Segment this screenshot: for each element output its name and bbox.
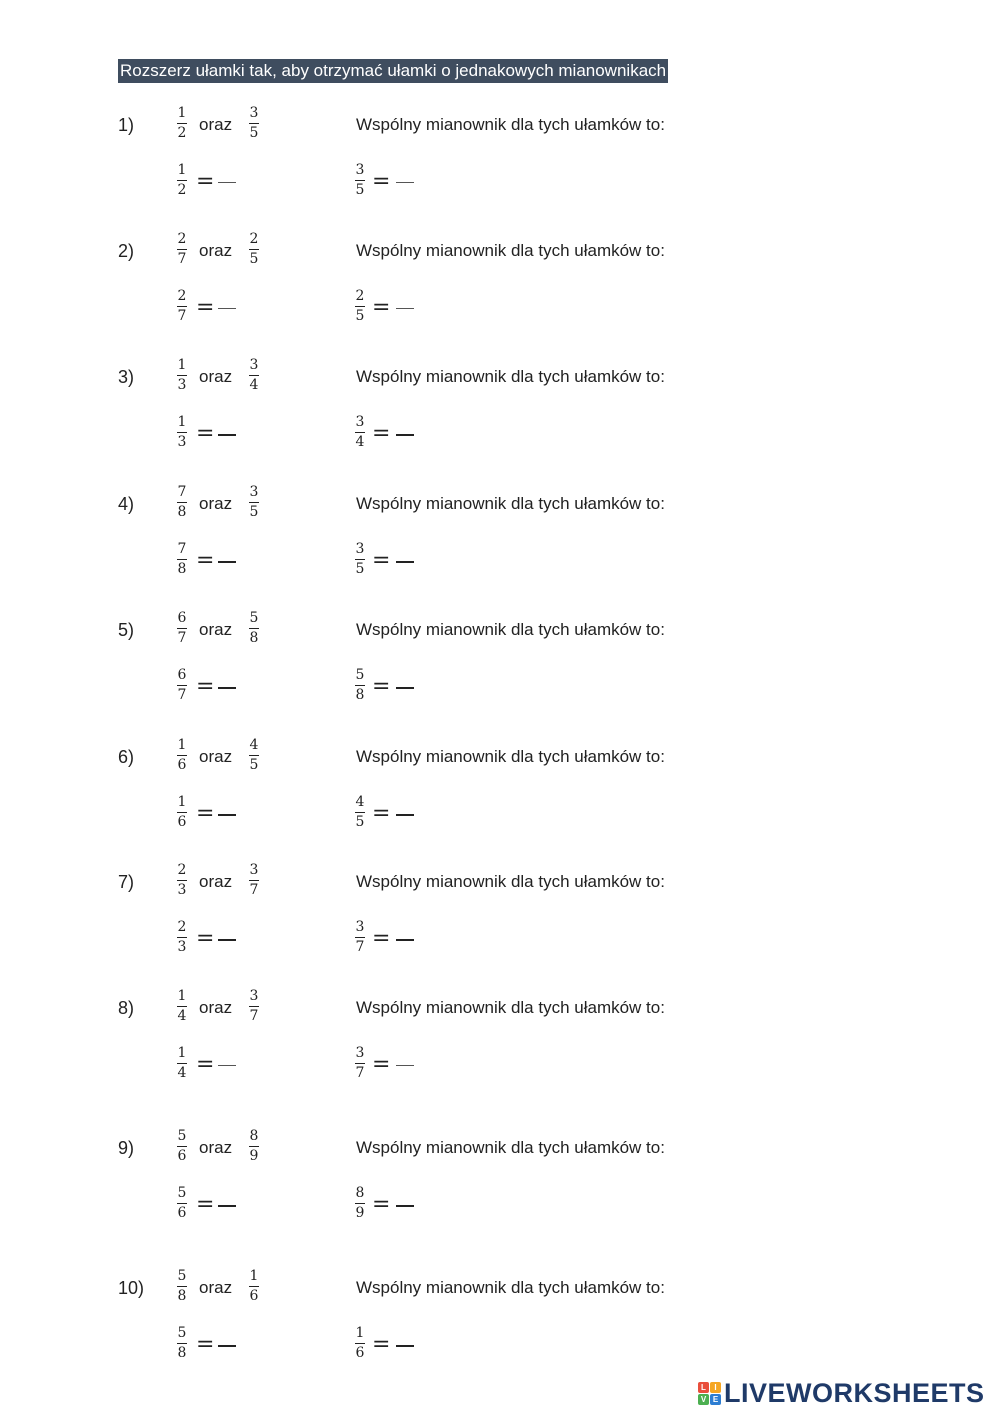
answer-blank-b[interactable] [396, 182, 414, 183]
expand-fraction-b-denominator: 9 [355, 1205, 365, 1221]
answer-blank-b[interactable] [396, 1205, 414, 1207]
logo-tile-4: E [710, 1394, 721, 1405]
expand-fraction-a-bar [177, 1063, 187, 1064]
expand-fraction-b [355, 1325, 365, 1362]
fraction-b-denominator: 5 [249, 125, 259, 141]
fraction-b-bar [249, 880, 259, 881]
conjunction-oraz: oraz [199, 747, 233, 766]
fraction-a [177, 484, 187, 521]
fraction-a [177, 862, 187, 899]
equals-sign: = [372, 674, 391, 699]
fraction-b-denominator: 8 [249, 630, 259, 646]
logo-brand-text: LIVEWORKSHEETS [724, 1378, 985, 1408]
problem-number: 5) [118, 620, 135, 640]
common-denominator-prompt: Wspólny mianownik dla tych ułamków to: [356, 1278, 665, 1297]
fraction-b [249, 357, 259, 394]
expand-fraction-a-bar [177, 432, 187, 433]
expand-fraction-b-numerator: 4 [355, 794, 365, 810]
problem-item [0, 105, 1000, 215]
conjunction-oraz: oraz [199, 1278, 233, 1297]
expand-fraction-b-denominator: 7 [355, 939, 365, 955]
fraction-b-denominator: 9 [249, 1148, 259, 1164]
fraction-a-bar [177, 880, 187, 881]
expand-fraction-a-numerator: 5 [177, 1325, 187, 1341]
expand-fraction-b [355, 1045, 365, 1082]
expand-fraction-b [355, 919, 365, 956]
fraction-b [249, 988, 259, 1025]
logo-tile-3: V [698, 1394, 709, 1405]
problem-item [0, 484, 1000, 594]
expand-fraction-b-bar [355, 432, 365, 433]
fraction-a [177, 988, 187, 1025]
fraction-a-denominator: 8 [177, 504, 187, 520]
fraction-b-bar [249, 1286, 259, 1287]
expand-fraction-b-denominator: 5 [355, 561, 365, 577]
fraction-a-numerator: 5 [177, 1128, 187, 1144]
common-denominator-prompt: Wspólny mianownik dla tych ułamków to: [356, 620, 665, 639]
expand-fraction-b [355, 794, 365, 831]
equals-sign: = [372, 926, 391, 951]
expand-fraction-a-numerator: 1 [177, 162, 187, 178]
equals-sign: = [372, 1052, 391, 1077]
common-denominator-prompt: Wspólny mianownik dla tych ułamków to: [356, 1138, 665, 1157]
expand-fraction-b-bar [355, 685, 365, 686]
expand-fraction-b-bar [355, 1203, 365, 1204]
expand-fraction-a-denominator: 4 [177, 1065, 187, 1081]
expand-fraction-a-denominator: 6 [177, 814, 187, 830]
answer-blank-b[interactable] [396, 561, 414, 563]
expand-fraction-b-denominator: 4 [355, 434, 365, 450]
equals-sign: = [196, 169, 215, 194]
fraction-b [249, 737, 259, 774]
fraction-a-numerator: 2 [177, 862, 187, 878]
expand-fraction-b-denominator: 8 [355, 687, 365, 703]
fraction-b-numerator: 1 [249, 1268, 259, 1284]
expand-fraction-a-numerator: 2 [177, 919, 187, 935]
expand-fraction-a-bar [177, 685, 187, 686]
fraction-b [249, 1128, 259, 1165]
conjunction-oraz: oraz [199, 367, 233, 386]
problem-number: 10) [118, 1278, 145, 1298]
common-denominator-prompt: Wspólny mianownik dla tych ułamków to: [356, 115, 665, 134]
fraction-b-numerator: 4 [249, 737, 259, 753]
fraction-b-denominator: 4 [249, 377, 259, 393]
fraction-a [177, 357, 187, 394]
fraction-a-bar [177, 755, 187, 756]
fraction-a-denominator: 4 [177, 1008, 187, 1024]
equals-sign: = [196, 801, 215, 826]
conjunction-oraz: oraz [199, 115, 233, 134]
answer-blank-b[interactable] [396, 939, 414, 941]
expand-fraction-a-denominator: 8 [177, 1345, 187, 1361]
expand-fraction-a-bar [177, 180, 187, 181]
equals-sign: = [372, 1192, 391, 1217]
fraction-a-numerator: 6 [177, 610, 187, 626]
expand-fraction-a-numerator: 1 [177, 414, 187, 430]
expand-fraction-b-numerator: 3 [355, 162, 365, 178]
expand-fraction-a-numerator: 6 [177, 667, 187, 683]
fraction-a-denominator: 3 [177, 882, 187, 898]
fraction-b-denominator: 5 [249, 504, 259, 520]
fraction-b-denominator: 5 [249, 757, 259, 773]
expand-fraction-b-denominator: 5 [355, 182, 365, 198]
fraction-a-denominator: 6 [177, 757, 187, 773]
expand-fraction-b [355, 541, 365, 578]
fraction-a [177, 105, 187, 142]
equals-sign: = [372, 548, 391, 573]
problem-number: 3) [118, 367, 135, 387]
fraction-b-bar [249, 123, 259, 124]
fraction-a-numerator: 2 [177, 231, 187, 247]
expand-fraction-a [177, 1185, 187, 1222]
fraction-a [177, 231, 187, 268]
fraction-a-denominator: 7 [177, 630, 187, 646]
expand-fraction-a-bar [177, 812, 187, 813]
problem-item [0, 862, 1000, 972]
fraction-b-denominator: 6 [249, 1288, 259, 1304]
problem-number: 6) [118, 747, 135, 767]
fraction-a-numerator: 1 [177, 357, 187, 373]
expand-fraction-b [355, 162, 365, 199]
expand-fraction-a-bar [177, 1203, 187, 1204]
expand-fraction-b-bar [355, 1063, 365, 1064]
expand-fraction-a-denominator: 8 [177, 561, 187, 577]
expand-fraction-a-bar [177, 559, 187, 560]
expand-fraction-b-bar [355, 559, 365, 560]
fraction-a-bar [177, 502, 187, 503]
fraction-b-bar [249, 502, 259, 503]
answer-blank-a[interactable] [218, 434, 236, 436]
fraction-a [177, 1268, 187, 1305]
expand-fraction-a [177, 794, 187, 831]
equals-sign: = [196, 674, 215, 699]
answer-blank-b[interactable] [396, 308, 414, 309]
problem-number: 4) [118, 494, 135, 514]
expand-fraction-a-denominator: 7 [177, 308, 187, 324]
expand-fraction-a [177, 667, 187, 704]
conjunction-oraz: oraz [199, 998, 233, 1017]
fraction-a [177, 610, 187, 647]
expand-fraction-b-bar [355, 812, 365, 813]
fraction-a-numerator: 1 [177, 737, 187, 753]
expand-fraction-b [355, 667, 365, 704]
expand-fraction-b-numerator: 3 [355, 414, 365, 430]
answer-blank-a[interactable] [218, 1345, 236, 1347]
problem-number: 9) [118, 1138, 135, 1158]
fraction-a-denominator: 6 [177, 1148, 187, 1164]
expand-fraction-a [177, 1325, 187, 1362]
expand-fraction-a-numerator: 2 [177, 288, 187, 304]
fraction-a-bar [177, 628, 187, 629]
fraction-a [177, 1128, 187, 1165]
equals-sign: = [196, 926, 215, 951]
problem-number: 2) [118, 241, 135, 261]
fraction-b [249, 231, 259, 268]
equals-sign: = [372, 169, 391, 194]
expand-fraction-b [355, 414, 365, 451]
logo-tile-1: L [698, 1382, 709, 1393]
expand-fraction-a [177, 162, 187, 199]
expand-fraction-b-denominator: 5 [355, 814, 365, 830]
problem-number: 7) [118, 872, 135, 892]
expand-fraction-b-numerator: 2 [355, 288, 365, 304]
liveworksheets-logo-icon [698, 1382, 721, 1405]
liveworksheets-logo [698, 1378, 985, 1409]
expand-fraction-a [177, 414, 187, 451]
equals-sign: = [372, 1332, 391, 1357]
answer-blank-b[interactable] [396, 1065, 414, 1066]
answer-blank-b[interactable] [396, 434, 414, 436]
common-denominator-prompt: Wspólny mianownik dla tych ułamków to: [356, 747, 665, 766]
fraction-a-numerator: 7 [177, 484, 187, 500]
answer-blank-a[interactable] [218, 1065, 236, 1066]
expand-fraction-a-numerator: 1 [177, 794, 187, 810]
conjunction-oraz: oraz [199, 494, 233, 513]
expand-fraction-b-denominator: 7 [355, 1065, 365, 1081]
fraction-b [249, 1268, 259, 1305]
conjunction-oraz: oraz [199, 620, 233, 639]
problem-item [0, 988, 1000, 1098]
fraction-b-numerator: 2 [249, 231, 259, 247]
fraction-a-bar [177, 375, 187, 376]
expand-fraction-b-denominator: 5 [355, 308, 365, 324]
answer-blank-a[interactable] [218, 687, 236, 689]
equals-sign: = [196, 1192, 215, 1217]
expand-fraction-b-bar [355, 1343, 365, 1344]
expand-fraction-a-denominator: 6 [177, 1205, 187, 1221]
equals-sign: = [196, 421, 215, 446]
fraction-b-bar [249, 375, 259, 376]
expand-fraction-b-numerator: 5 [355, 667, 365, 683]
fraction-a-bar [177, 1006, 187, 1007]
expand-fraction-b-numerator: 8 [355, 1185, 365, 1201]
fraction-a [177, 737, 187, 774]
expand-fraction-a-bar [177, 937, 187, 938]
fraction-b [249, 484, 259, 521]
worksheet-title: Rozszerz ułamki tak, aby otrzymać ułamki o jednakowych mianownikach [118, 59, 668, 83]
answer-blank-b[interactable] [396, 1345, 414, 1347]
expand-fraction-a-denominator: 3 [177, 939, 187, 955]
common-denominator-prompt: Wspólny mianownik dla tych ułamków to: [356, 367, 665, 386]
expand-fraction-a [177, 541, 187, 578]
answer-blank-b[interactable] [396, 814, 414, 816]
fraction-a-denominator: 3 [177, 377, 187, 393]
expand-fraction-a-bar [177, 306, 187, 307]
fraction-a-numerator: 5 [177, 1268, 187, 1284]
expand-fraction-b [355, 1185, 365, 1222]
equals-sign: = [372, 295, 391, 320]
problem-item [0, 737, 1000, 847]
fraction-a-bar [177, 1286, 187, 1287]
expand-fraction-b-numerator: 3 [355, 541, 365, 557]
expand-fraction-b-numerator: 3 [355, 1045, 365, 1061]
equals-sign: = [196, 295, 215, 320]
common-denominator-prompt: Wspólny mianownik dla tych ułamków to: [356, 872, 665, 891]
expand-fraction-a-denominator: 2 [177, 182, 187, 198]
answer-blank-a[interactable] [218, 182, 236, 183]
fraction-a-denominator: 8 [177, 1288, 187, 1304]
expand-fraction-a-numerator: 1 [177, 1045, 187, 1061]
answer-blank-b[interactable] [396, 687, 414, 689]
expand-fraction-a-bar [177, 1343, 187, 1344]
expand-fraction-a [177, 919, 187, 956]
fraction-b-numerator: 3 [249, 484, 259, 500]
fraction-b-numerator: 3 [249, 105, 259, 121]
fraction-a-numerator: 1 [177, 988, 187, 1004]
answer-blank-a[interactable] [218, 1205, 236, 1207]
fraction-b [249, 610, 259, 647]
equals-sign: = [196, 548, 215, 573]
fraction-a-numerator: 1 [177, 105, 187, 121]
fraction-b-numerator: 3 [249, 357, 259, 373]
fraction-b-numerator: 3 [249, 988, 259, 1004]
equals-sign: = [196, 1052, 215, 1077]
conjunction-oraz: oraz [199, 872, 233, 891]
problem-item [0, 357, 1000, 467]
expand-fraction-a [177, 288, 187, 325]
common-denominator-prompt: Wspólny mianownik dla tych ułamków to: [356, 241, 665, 260]
fraction-b [249, 862, 259, 899]
expand-fraction-b-denominator: 6 [355, 1345, 365, 1361]
equals-sign: = [196, 1332, 215, 1357]
fraction-b-numerator: 3 [249, 862, 259, 878]
problem-item [0, 1128, 1000, 1238]
problem-number: 8) [118, 998, 135, 1018]
problem-item [0, 610, 1000, 720]
fraction-b-bar [249, 1006, 259, 1007]
fraction-b [249, 105, 259, 142]
fraction-b-denominator: 7 [249, 882, 259, 898]
expand-fraction-b-bar [355, 180, 365, 181]
equals-sign: = [372, 421, 391, 446]
answer-blank-a[interactable] [218, 814, 236, 816]
equals-sign: = [372, 801, 391, 826]
logo-tile-2: I [710, 1382, 721, 1393]
expand-fraction-a-numerator: 5 [177, 1185, 187, 1201]
expand-fraction-a-numerator: 7 [177, 541, 187, 557]
fraction-b-bar [249, 249, 259, 250]
fraction-b-bar [249, 628, 259, 629]
expand-fraction-b-numerator: 1 [355, 1325, 365, 1341]
expand-fraction-b-bar [355, 306, 365, 307]
conjunction-oraz: oraz [199, 241, 233, 260]
expand-fraction-b-bar [355, 937, 365, 938]
fraction-a-bar [177, 123, 187, 124]
fraction-b-bar [249, 755, 259, 756]
fraction-b-denominator: 5 [249, 251, 259, 267]
fraction-b-numerator: 8 [249, 1128, 259, 1144]
fraction-a-denominator: 2 [177, 125, 187, 141]
fraction-b-bar [249, 1146, 259, 1147]
fraction-a-denominator: 7 [177, 251, 187, 267]
answer-blank-a[interactable] [218, 308, 236, 309]
fraction-b-numerator: 5 [249, 610, 259, 626]
fraction-a-bar [177, 249, 187, 250]
expand-fraction-b-numerator: 3 [355, 919, 365, 935]
problem-item [0, 1268, 1000, 1378]
answer-blank-a[interactable] [218, 561, 236, 563]
conjunction-oraz: oraz [199, 1138, 233, 1157]
problem-number: 1) [118, 115, 135, 135]
common-denominator-prompt: Wspólny mianownik dla tych ułamków to: [356, 998, 665, 1017]
expand-fraction-a-denominator: 3 [177, 434, 187, 450]
problem-item [0, 231, 1000, 341]
common-denominator-prompt: Wspólny mianownik dla tych ułamków to: [356, 494, 665, 513]
expand-fraction-b [355, 288, 365, 325]
expand-fraction-a-denominator: 7 [177, 687, 187, 703]
fraction-a-bar [177, 1146, 187, 1147]
answer-blank-a[interactable] [218, 939, 236, 941]
fraction-b-denominator: 7 [249, 1008, 259, 1024]
expand-fraction-a [177, 1045, 187, 1082]
